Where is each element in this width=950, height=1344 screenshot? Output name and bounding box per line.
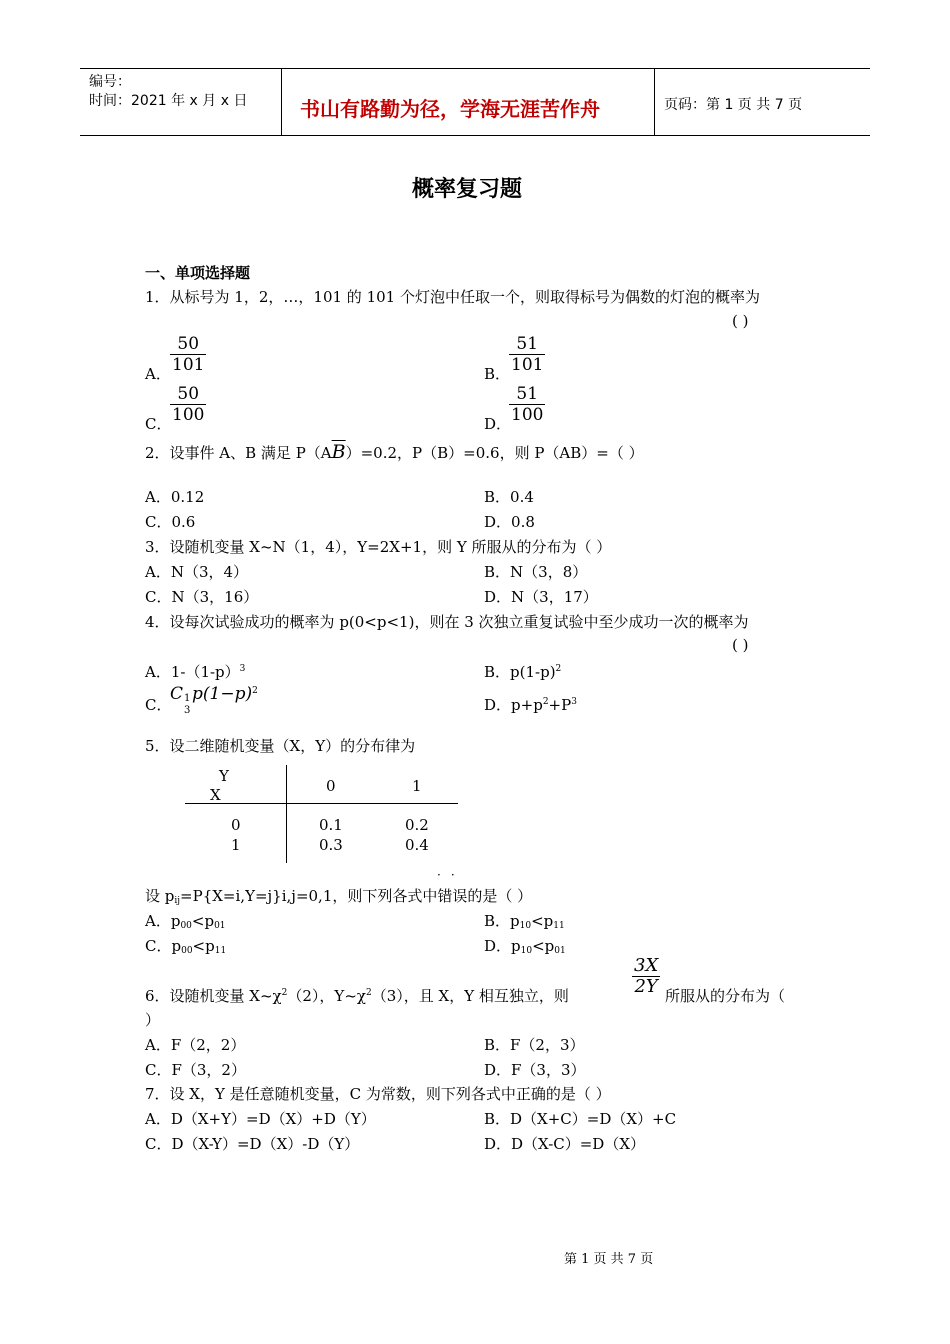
q2-complement-b: $\overline{B}$ xyxy=(331,441,346,463)
q4-c-pow: 2 xyxy=(252,686,258,696)
q5-c-mid: <p xyxy=(192,937,215,955)
q2-stem-pre: 2．设事件 A、B 满足 P（A xyxy=(145,444,332,462)
header-top-rule xyxy=(80,68,870,69)
q5-table-row-1-x: 1 xyxy=(231,836,241,854)
header-page-info: 页码：第 1 页 共 7 页 xyxy=(664,97,803,113)
q6-close-paren: ） xyxy=(145,1011,161,1029)
q5-cond-pre: 设 p xyxy=(145,887,175,905)
q5-table-col-header-1: 1 xyxy=(412,777,422,795)
q2-option-b: B．0.4 xyxy=(484,488,534,506)
q5-a-mid: <p xyxy=(191,912,215,930)
q4-d-sup2: 3 xyxy=(571,697,577,707)
q1-option-a-label: A． xyxy=(145,365,171,383)
q1-option-d-fraction xyxy=(509,384,545,425)
q5-a-sub2: 01 xyxy=(214,921,226,931)
q4-c-expression xyxy=(170,684,258,716)
q1-d-numerator: 51 xyxy=(509,384,545,405)
header-bottom-rule xyxy=(80,135,870,136)
q4-d-sup1: 2 xyxy=(542,697,549,707)
q4-option-b xyxy=(484,661,561,682)
q5-d-pre: D．p xyxy=(484,937,521,955)
q3-stem: 3．设随机变量 X~N（1，4），Y=2X+1，则 Y 所服从的分布为（ ） xyxy=(145,538,612,556)
q4-c-body: p(1−p) xyxy=(192,684,253,704)
header-divider-1 xyxy=(281,68,282,136)
q6-post: （3），且 X，Y 相互独立，则 xyxy=(371,987,569,1005)
q5-cond-post: =P{X=i,Y=j}i,j=0,1，则下列各式中错误的是（ ） xyxy=(180,887,533,905)
q5-d-mid: <p xyxy=(532,937,555,955)
q3-option-b: B．N（3，8） xyxy=(484,563,588,581)
q4-answer-paren: ( ) xyxy=(732,636,749,654)
q1-option-b-fraction xyxy=(509,334,545,375)
q2-stem-post: ）=0.2，P（B）=0.6，则 P（AB）=（ ） xyxy=(345,444,644,462)
q6-stem xyxy=(145,985,569,1006)
q5-option-c xyxy=(145,935,226,956)
q5-option-a xyxy=(145,910,226,931)
page-footer: 第 1 页 共 7 页 xyxy=(564,1252,654,1267)
section-heading: 一、单项选择题 xyxy=(145,264,251,282)
q4-a-text: A．1-（1-p） xyxy=(145,663,240,681)
q6-mid: （2），Y~χ xyxy=(287,987,366,1005)
q7-option-c: C．D（X-Y）=D（X）-D（Y） xyxy=(145,1135,360,1153)
q5-table-horizontal-rule xyxy=(185,803,458,804)
q6-option-a: A．F（2，2） xyxy=(145,1036,246,1054)
q5-b-sub1: 10 xyxy=(519,921,532,931)
q3-option-a: A．N（3，4） xyxy=(145,563,249,581)
q6-fraction xyxy=(632,956,660,997)
q1-option-c-fraction xyxy=(170,384,206,425)
q5-b-pre: B．p xyxy=(484,912,520,930)
q1-option-d-label: D． xyxy=(484,415,512,433)
q4-c-sup: 1 xyxy=(184,693,191,704)
q1-a-denominator: 101 xyxy=(172,355,205,375)
q6-option-d: D．F（3，3） xyxy=(484,1061,586,1079)
q6-numerator: 3X xyxy=(634,955,659,976)
q2-option-c: C．0.6 xyxy=(145,513,196,531)
q5-table-row-1-v1: 0.4 xyxy=(405,836,429,854)
q1-c-denominator: 100 xyxy=(172,405,205,425)
q4-d-text: D．p+p xyxy=(484,696,543,714)
q6-option-c: C．F（3，2） xyxy=(145,1061,246,1079)
q1-option-a-fraction xyxy=(170,334,206,375)
q4-option-c xyxy=(145,694,171,715)
q5-d-sub2: 01 xyxy=(554,946,566,956)
q5-option-b xyxy=(484,910,565,931)
q6-option-b: B．F（2，3） xyxy=(484,1036,585,1054)
q1-a-numerator: 50 xyxy=(170,334,206,355)
q1-d-denominator: 100 xyxy=(511,405,544,425)
q4-b-sup: 2 xyxy=(555,664,562,674)
q6-tail: 所服从的分布为（ xyxy=(665,987,786,1005)
q6-pre: 6．设随机变量 X~χ xyxy=(145,987,282,1005)
q5-condition xyxy=(145,885,532,906)
q5-table-col-header-0: 0 xyxy=(326,777,336,795)
q1-option-b-label: B． xyxy=(484,365,511,383)
q4-option-d xyxy=(484,694,577,715)
q1-stem: 1．从标号为 1，2，…，101 的 101 个灯泡中任取一个，则取得标号为偶数的灯泡的概率为 xyxy=(145,288,760,306)
q5-table-row-0-v0: 0.1 xyxy=(319,816,343,834)
q4-b-text: B．p(1-p) xyxy=(484,663,556,681)
header-number: 编号： xyxy=(89,74,131,90)
q2-option-a: A．0.12 xyxy=(145,488,205,506)
q3-option-d: D．N（3，17） xyxy=(484,588,598,606)
q1-b-numerator: 51 xyxy=(509,334,545,355)
q4-a-sup: 3 xyxy=(239,664,246,674)
q1-b-denominator: 101 xyxy=(511,355,544,375)
q5-c-sub1: 00 xyxy=(181,946,193,956)
q5-table-vertical-rule xyxy=(286,765,287,863)
q2-option-d: D．0.8 xyxy=(484,513,535,531)
q5-c-sub2: 11 xyxy=(214,946,227,956)
q5-table-x-label: X xyxy=(210,786,221,804)
q5-table-row-1-v0: 0.3 xyxy=(319,836,343,854)
q5-c-pre: C．p xyxy=(145,937,182,955)
q7-option-d: D．D（X-C）=D（X） xyxy=(484,1135,646,1153)
q3-option-c: C．N（3，16） xyxy=(145,588,259,606)
q5-cond-sub: ij xyxy=(174,896,181,906)
q6-denominator: 2Y xyxy=(634,976,658,997)
page-title: 概率复习题 xyxy=(412,177,523,202)
q5-b-sub2: 11 xyxy=(553,921,565,931)
q5-a-pre: A．p xyxy=(145,912,181,930)
q6-sup1: 2 xyxy=(281,988,288,998)
q5-stem: 5．设二维随机变量（X，Y）的分布律为 xyxy=(145,737,416,755)
q5-table-y-label: Y xyxy=(219,767,229,785)
q2-stem xyxy=(145,441,644,463)
q5-table-row-0-v1: 0.2 xyxy=(405,816,429,834)
q5-b-mid: <p xyxy=(531,912,554,930)
q4-option-a xyxy=(145,661,245,682)
q4-c-sub: 3 xyxy=(184,705,191,716)
q7-option-b: B．D（X+C）=D（X）+C xyxy=(484,1110,677,1128)
q4-c-combination: C xyxy=(170,684,184,704)
q7-option-a: A．D（X+Y）=D（X）+D（Y） xyxy=(145,1110,376,1128)
q5-table-row-0-x: 0 xyxy=(231,816,241,834)
q1-answer-paren: ( ) xyxy=(732,312,749,330)
q5-emphasis-dots: ·· xyxy=(437,868,465,882)
q4-stem: 4．设每次试验成功的概率为 p(0<p<1)，则在 3 次独立重复试验中至少成功一次的概率为 xyxy=(145,613,749,631)
q6-sup2: 2 xyxy=(366,988,372,998)
q5-d-sub1: 10 xyxy=(520,946,533,956)
header-divider-2 xyxy=(654,68,655,136)
q4-c-label: C． xyxy=(145,696,172,714)
q5-option-d xyxy=(484,935,566,956)
q1-option-c-label: C． xyxy=(145,415,172,433)
q1-c-numerator: 50 xyxy=(170,384,206,405)
q7-stem: 7．设 X，Y 是任意随机变量，C 为常数，则下列各式中正确的是（ ） xyxy=(145,1085,611,1103)
header-motto: 书山有路勤为径，学海无涯苦作舟 xyxy=(300,97,600,121)
q5-a-sub1: 00 xyxy=(180,921,192,931)
header-time: 时间：2021 年 x 月 x 日 xyxy=(89,93,248,109)
q4-d-mid: +P xyxy=(548,696,572,714)
